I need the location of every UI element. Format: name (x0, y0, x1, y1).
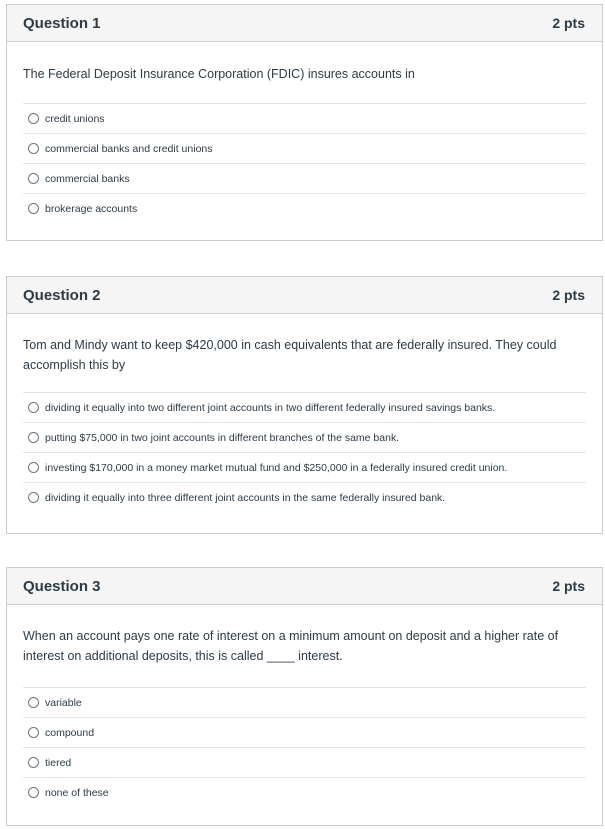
answer-list (23, 392, 586, 512)
answer-option[interactable] (23, 163, 586, 193)
answer-option[interactable] (23, 103, 586, 133)
question-points: 2 pts (552, 287, 585, 303)
radio-button[interactable] (28, 402, 39, 413)
question-header (7, 277, 602, 314)
question-title: Question 2 (23, 286, 101, 304)
question-header (7, 568, 602, 605)
answer-label: dividing it equally into two different joint accounts in two different federally insured savings banks. (45, 401, 496, 414)
question-title: Question 1 (23, 14, 101, 32)
radio-button[interactable] (28, 203, 39, 214)
radio-button[interactable] (28, 757, 39, 768)
question-1 (6, 4, 603, 241)
radio-button[interactable] (28, 697, 39, 708)
question-text: When an account pays one rate of interest on a minimum amount on deposit and a higher rate of interest on additional deposits, this is called ____ interest. (23, 629, 559, 663)
answer-label: brokerage accounts (45, 202, 138, 215)
answer-label: commercial banks and credit unions (45, 142, 213, 155)
answer-option[interactable] (23, 687, 586, 717)
radio-button[interactable] (28, 727, 39, 738)
answer-option[interactable] (23, 482, 586, 512)
answer-label: credit unions (45, 112, 105, 125)
question-title: Question 3 (23, 577, 101, 595)
radio-button[interactable] (28, 113, 39, 124)
answer-option[interactable] (23, 452, 586, 482)
answer-option[interactable] (23, 422, 586, 452)
answer-option[interactable] (23, 193, 586, 223)
answer-option[interactable] (23, 133, 586, 163)
radio-button[interactable] (28, 492, 39, 503)
answer-label: investing $170,000 in a money market mutual fund and $250,000 in a federally insured credit union. (45, 461, 508, 474)
answer-option[interactable] (23, 777, 586, 807)
answer-label: none of these (45, 786, 109, 799)
answer-list (23, 103, 586, 223)
question-text: Tom and Mindy want to keep $420,000 in cash equivalents that are federally insured. They could accomplish this by (23, 338, 557, 372)
answer-label: commercial banks (45, 172, 130, 185)
radio-button[interactable] (28, 143, 39, 154)
answer-label: compound (45, 726, 95, 739)
question-text: The Federal Deposit Insurance Corporation (FDIC) insures accounts in (23, 67, 415, 81)
question-2 (6, 276, 603, 534)
answer-label: tiered (45, 756, 72, 769)
radio-button[interactable] (28, 462, 39, 473)
question-3 (6, 567, 603, 826)
answer-list (23, 687, 586, 807)
question-header (7, 5, 602, 42)
radio-button[interactable] (28, 173, 39, 184)
radio-button[interactable] (28, 432, 39, 443)
question-points: 2 pts (552, 15, 585, 31)
answer-option[interactable] (23, 392, 586, 422)
answer-label: putting $75,000 in two joint accounts in different branches of the same bank. (45, 431, 400, 444)
answer-label: variable (45, 696, 82, 709)
radio-button[interactable] (28, 787, 39, 798)
question-points: 2 pts (552, 578, 585, 594)
answer-label: dividing it equally into three different joint accounts in the same federally insured bank. (45, 491, 446, 504)
answer-option[interactable] (23, 747, 586, 777)
answer-option[interactable] (23, 717, 586, 747)
